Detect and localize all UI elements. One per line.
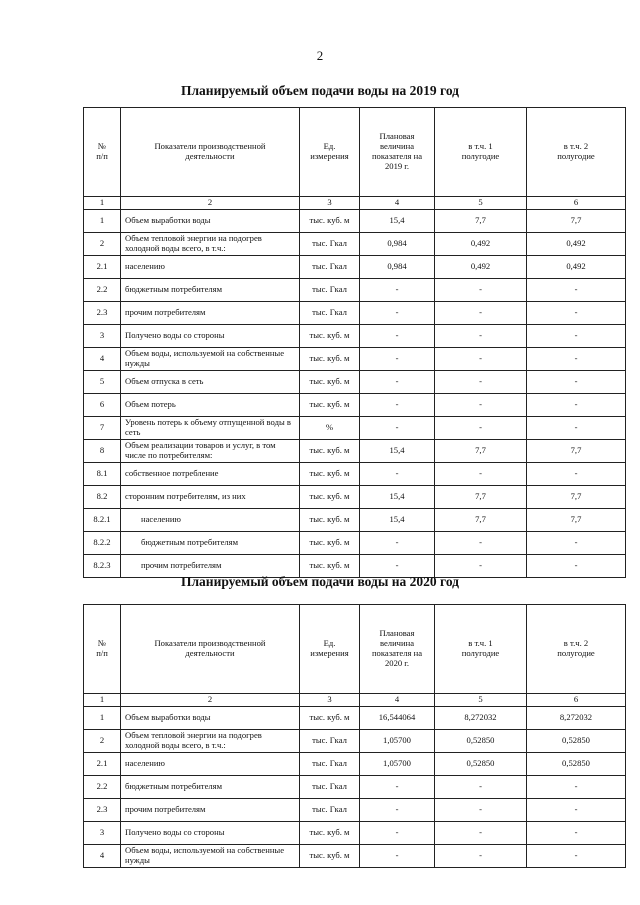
row-indicator: прочим потребителям [121,301,300,324]
row-half1: - [435,347,527,370]
row-half1: - [435,462,527,485]
table-row [84,347,626,370]
row-number: 7 [84,416,121,439]
row-plan: - [360,370,435,393]
row-half2: 0,492 [527,232,626,255]
row-indicator: Объем воды, используемой на собственные нужды [121,347,300,370]
row-half2: 0,52850 [527,752,626,775]
row-half2: - [527,554,626,577]
row-unit: тыс. Гкал [300,278,360,301]
row-indicator: сторонним потребителям, из них [121,485,300,508]
row-number: 4 [84,347,121,370]
row-half1: - [435,798,527,821]
row-indicator: Уровень потерь к объему отпущенной воды в сеть [121,416,300,439]
row-unit: тыс. куб. м [300,393,360,416]
row-half2: - [527,531,626,554]
row-half2: - [527,301,626,324]
row-half1: - [435,821,527,844]
table-header [84,605,626,707]
row-half2: - [527,821,626,844]
row-number: 3 [84,324,121,347]
row-indicator: Объем тепловой энергии на подогрев холодной воды всего, в т.ч.: [121,232,300,255]
row-unit: тыс. Гкал [300,729,360,752]
row-indicator: бюджетным потребителям [121,531,300,554]
column-number: 5 [435,197,527,210]
row-half1: 0,492 [435,255,527,278]
row-indicator: собственное потребление [121,462,300,485]
row-indicator: бюджетным потребителям [121,278,300,301]
column-number: 1 [84,694,121,707]
row-unit: % [300,416,360,439]
row-half1: 7,7 [435,439,527,462]
col-header-unit: Ед. измерения [300,108,360,197]
row-number: 2 [84,232,121,255]
row-half2: - [527,798,626,821]
row-unit: тыс. Гкал [300,775,360,798]
table-title-2019: Планируемый объем подачи воды на 2019 год [180,83,460,98]
row-half2: 7,7 [527,209,626,232]
row-indicator: Объем реализации товаров и услуг, в том числе по потребителям: [121,439,300,462]
table-2020 [83,604,626,868]
row-half2: - [527,462,626,485]
col-header-unit: Ед. измерения [300,605,360,694]
table-row [84,278,626,301]
row-number: 2.2 [84,775,121,798]
row-unit: тыс. куб. м [300,531,360,554]
row-plan: - [360,844,435,867]
row-number: 2.3 [84,301,121,324]
row-number: 2 [84,729,121,752]
column-numbers-row [84,694,626,707]
column-numbers-row [84,197,626,210]
row-plan: - [360,347,435,370]
row-half2: - [527,393,626,416]
row-plan: 0,984 [360,232,435,255]
column-number: 3 [300,694,360,707]
row-half1: - [435,301,527,324]
row-indicator: Объем выработки воды [121,706,300,729]
table-row [84,439,626,462]
row-number: 1 [84,209,121,232]
col-header-half1: в т.ч. 1 полугодие [435,108,527,197]
row-unit: тыс. куб. м [300,324,360,347]
column-number: 2 [121,197,300,210]
table-row [84,462,626,485]
table-header [84,108,626,210]
table-row [84,798,626,821]
row-indicator: прочим потребителям [121,554,300,577]
table-row [84,301,626,324]
row-indicator: Объем воды, используемой на собственные нужды [121,844,300,867]
row-number: 6 [84,393,121,416]
table-row [84,752,626,775]
row-plan: - [360,278,435,301]
table-body-2020 [84,706,626,867]
col-header-number: № п/п [84,605,121,694]
row-number: 2.3 [84,798,121,821]
row-half1: 0,52850 [435,729,527,752]
row-indicator: прочим потребителям [121,798,300,821]
column-number: 1 [84,197,121,210]
row-plan: - [360,301,435,324]
row-number: 8.2.3 [84,554,121,577]
table-row [84,508,626,531]
col-header-plan: Плановая величина показателя на 2020 г. [360,605,435,694]
column-number: 2 [121,694,300,707]
row-half1: 7,7 [435,209,527,232]
table-row [84,393,626,416]
table-row [84,706,626,729]
table-row [84,370,626,393]
row-plan: - [360,554,435,577]
row-half1: - [435,844,527,867]
row-unit: тыс. Гкал [300,798,360,821]
col-header-number: № п/п [84,108,121,197]
row-number: 3 [84,821,121,844]
row-plan: - [360,821,435,844]
col-header-half1: в т.ч. 1 полугодие [435,605,527,694]
row-unit: тыс. куб. м [300,508,360,531]
row-indicator: Объем тепловой энергии на подогрев холодной воды всего, в т.ч.: [121,729,300,752]
row-unit: тыс. куб. м [300,347,360,370]
table-row [84,324,626,347]
table-row [84,729,626,752]
table-row [84,531,626,554]
column-number: 5 [435,694,527,707]
row-half2: - [527,347,626,370]
row-indicator: Получено воды со стороны [121,324,300,347]
row-unit: тыс. Гкал [300,232,360,255]
row-indicator: Объем выработки воды [121,209,300,232]
row-plan: - [360,393,435,416]
row-indicator: Получено воды со стороны [121,821,300,844]
row-half1: - [435,324,527,347]
row-indicator: населению [121,255,300,278]
row-half2: - [527,370,626,393]
row-number: 2.1 [84,255,121,278]
row-number: 8.2.2 [84,531,121,554]
row-half2: - [527,775,626,798]
row-plan: 15,4 [360,485,435,508]
row-half1: - [435,278,527,301]
row-unit: тыс. куб. м [300,554,360,577]
row-unit: тыс. куб. м [300,209,360,232]
col-header-indicator: Показатели производственной деятельности [121,605,300,694]
row-number: 1 [84,706,121,729]
row-indicator: населению [121,508,300,531]
row-half1: 7,7 [435,508,527,531]
row-unit: тыс. куб. м [300,370,360,393]
row-plan: 1,05700 [360,752,435,775]
row-indicator: Объем потерь [121,393,300,416]
row-indicator: населению [121,752,300,775]
row-indicator: бюджетным потребителям [121,775,300,798]
row-plan: - [360,775,435,798]
col-header-half2: в т.ч. 2 полугодие [527,605,626,694]
row-unit: тыс. куб. м [300,439,360,462]
row-unit: тыс. куб. м [300,462,360,485]
row-half1: 0,52850 [435,752,527,775]
row-unit: тыс. Гкал [300,301,360,324]
row-number: 8.2.1 [84,508,121,531]
row-unit: тыс. Гкал [300,255,360,278]
row-plan: 15,4 [360,508,435,531]
page-number: 2 [316,48,324,63]
row-half2: - [527,278,626,301]
row-indicator: Объем отпуска в сеть [121,370,300,393]
row-half2: - [527,416,626,439]
table-title-2020: Планируемый объем подачи воды на 2020 год [180,574,460,589]
row-half1: - [435,775,527,798]
column-number: 6 [527,197,626,210]
table-row [84,232,626,255]
row-number: 8.1 [84,462,121,485]
table-body-2019 [84,209,626,577]
row-half1: - [435,416,527,439]
table-row [84,416,626,439]
table-row [84,209,626,232]
row-plan: - [360,462,435,485]
table-2019 [83,107,626,578]
row-half1: 8,272032 [435,706,527,729]
table-row [84,255,626,278]
table-row [84,844,626,867]
table-row [84,775,626,798]
col-header-half2: в т.ч. 2 полугодие [527,108,626,197]
row-half2: - [527,324,626,347]
row-unit: тыс. куб. м [300,844,360,867]
row-half1: 0,492 [435,232,527,255]
row-half2: 0,52850 [527,729,626,752]
row-number: 4 [84,844,121,867]
column-number: 6 [527,694,626,707]
row-plan: - [360,531,435,554]
row-number: 2.2 [84,278,121,301]
column-number: 4 [360,694,435,707]
col-header-indicator: Показатели производственной деятельности [121,108,300,197]
row-number: 8 [84,439,121,462]
row-half1: - [435,370,527,393]
row-half2: - [527,844,626,867]
table-row [84,485,626,508]
row-plan: 0,984 [360,255,435,278]
row-unit: тыс. Гкал [300,752,360,775]
table-row [84,821,626,844]
row-half1: - [435,531,527,554]
row-number: 2.1 [84,752,121,775]
col-header-plan: Плановая величина показателя на 2019 г. [360,108,435,197]
row-unit: тыс. куб. м [300,821,360,844]
row-unit: тыс. куб. м [300,485,360,508]
row-plan: - [360,798,435,821]
row-half2: 7,7 [527,439,626,462]
row-half2: 0,492 [527,255,626,278]
row-plan: - [360,416,435,439]
row-half2: 8,272032 [527,706,626,729]
row-unit: тыс. куб. м [300,706,360,729]
row-plan: 15,4 [360,439,435,462]
row-half2: 7,7 [527,485,626,508]
row-plan: 1,05700 [360,729,435,752]
row-half1: 7,7 [435,485,527,508]
column-number: 3 [300,197,360,210]
row-number: 5 [84,370,121,393]
column-number: 4 [360,197,435,210]
row-number: 8.2 [84,485,121,508]
row-plan: - [360,324,435,347]
row-half1: - [435,393,527,416]
row-half1: - [435,554,527,577]
row-half2: 7,7 [527,508,626,531]
row-plan: 16,544064 [360,706,435,729]
row-plan: 15,4 [360,209,435,232]
